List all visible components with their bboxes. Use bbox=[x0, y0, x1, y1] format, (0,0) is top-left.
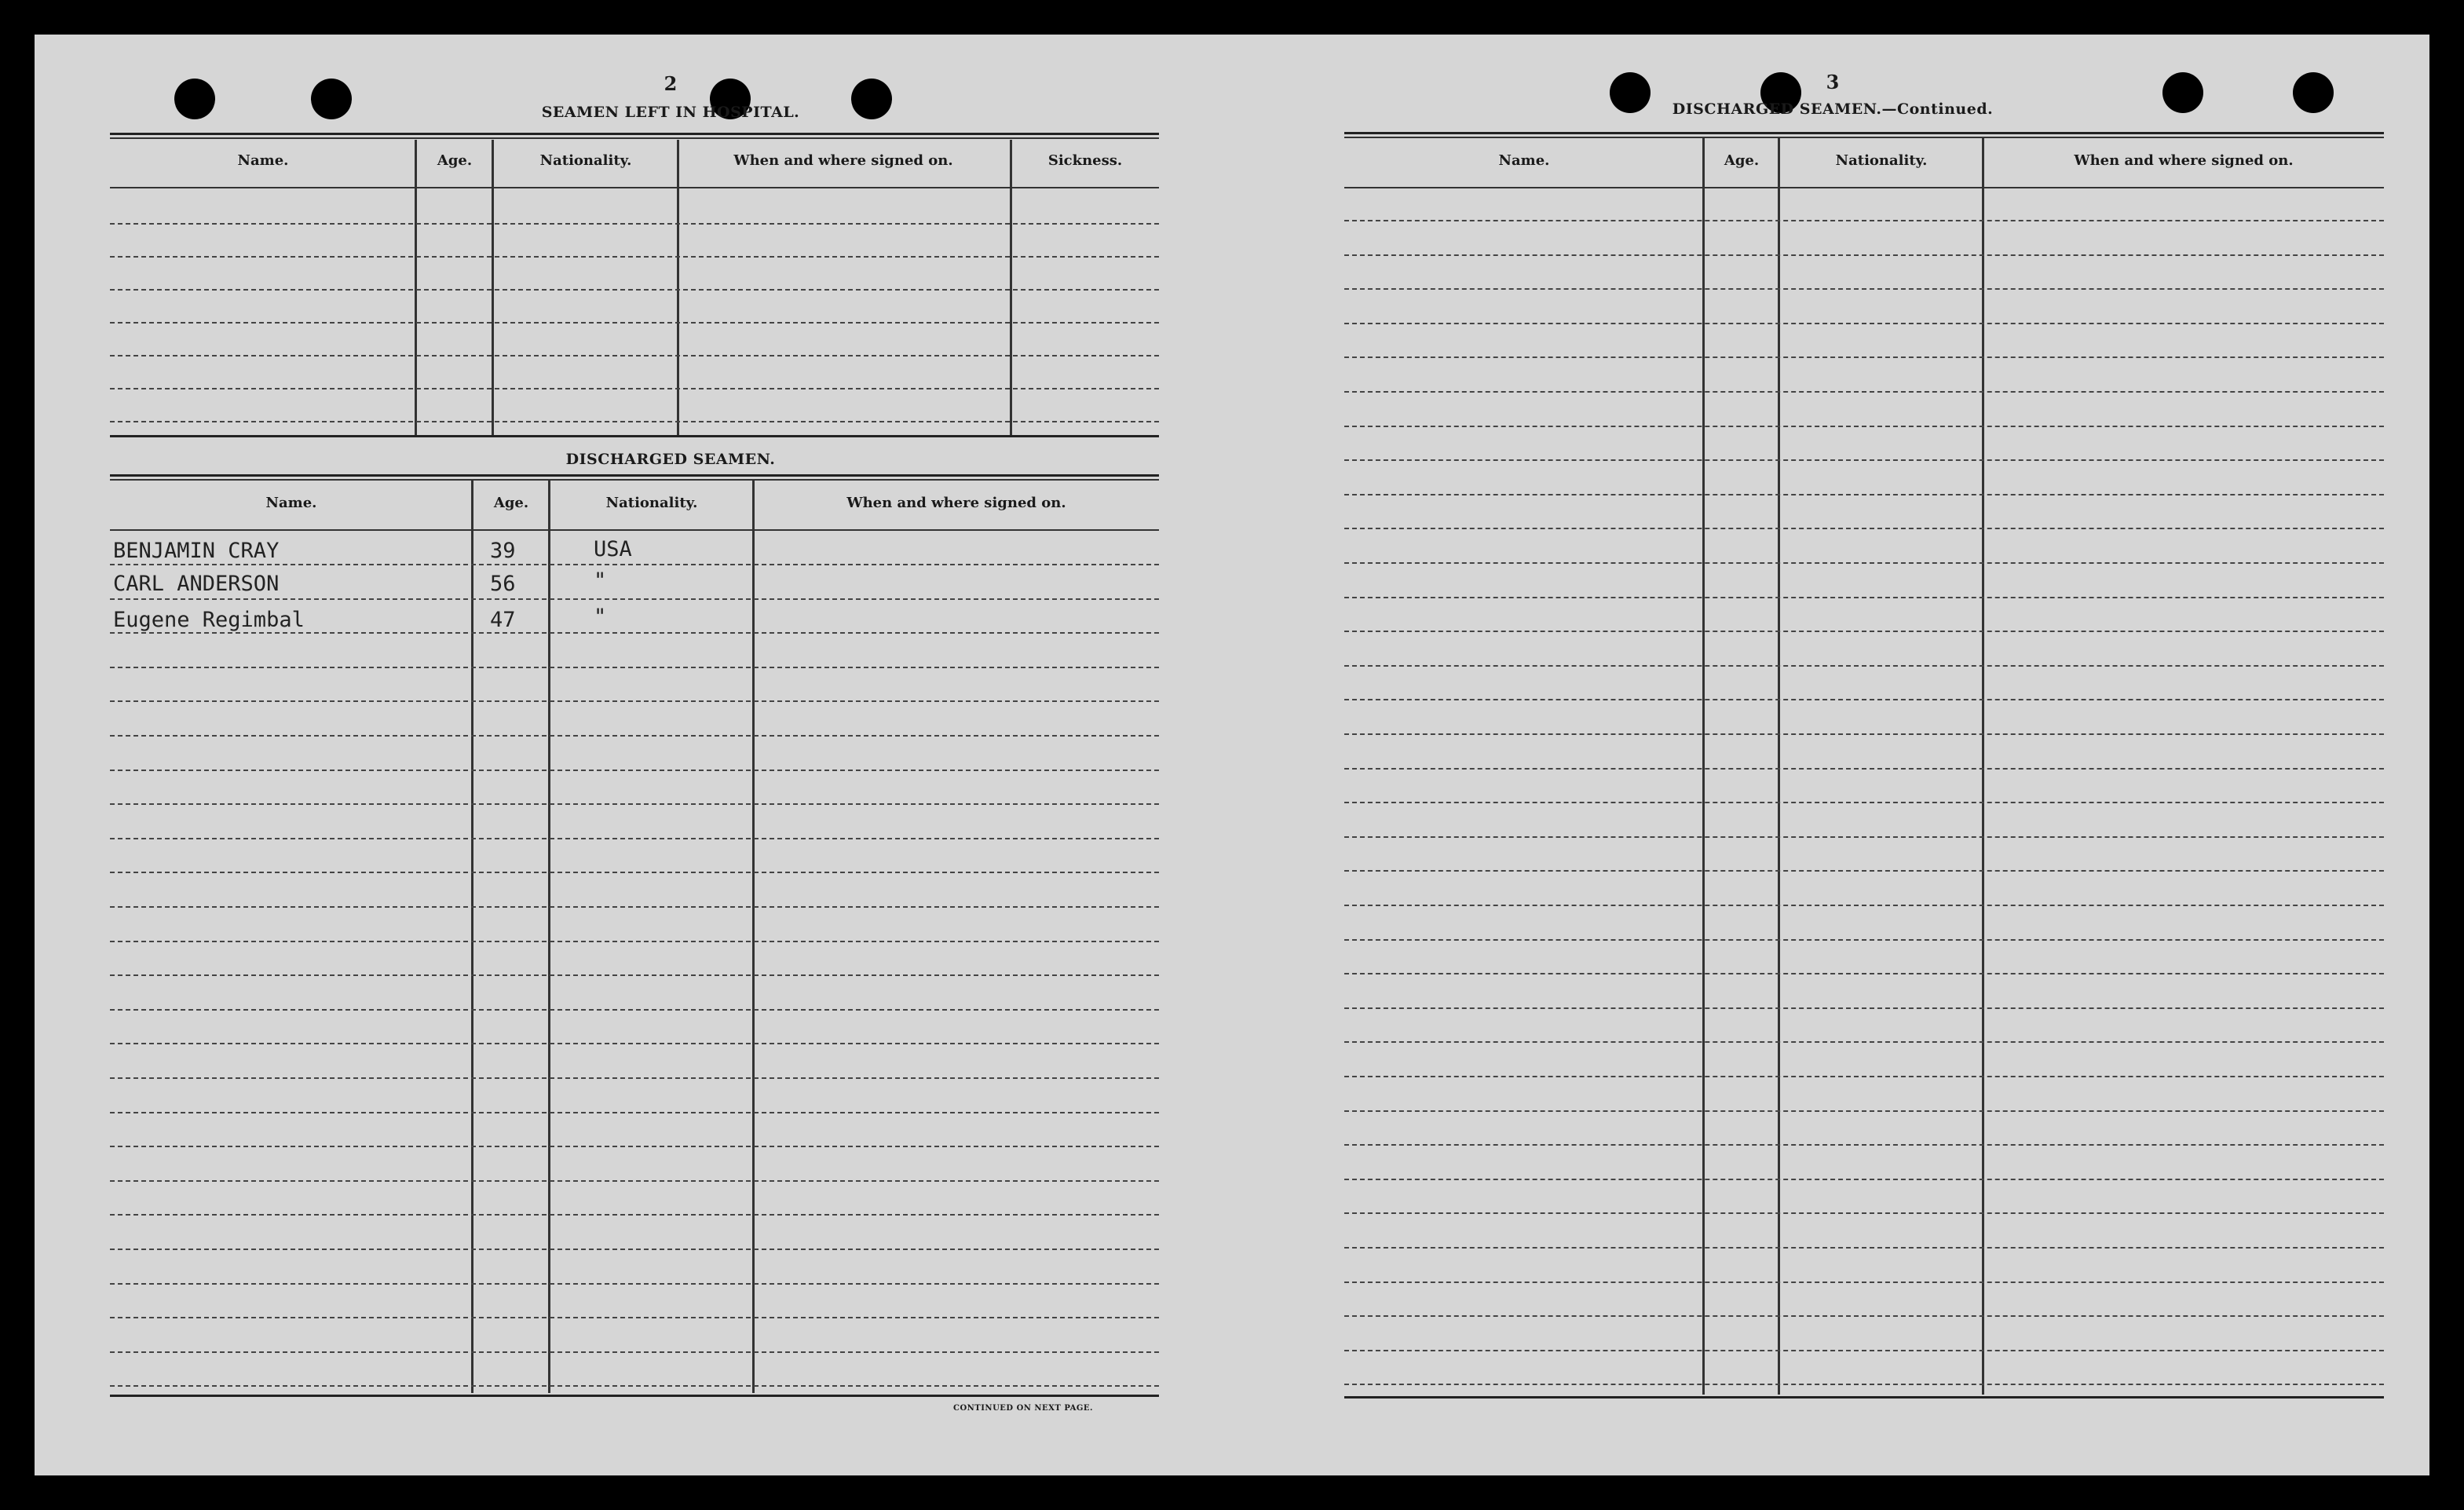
header-rule bbox=[110, 529, 1159, 531]
hospital-col-name: Name. bbox=[237, 152, 289, 169]
entry-line bbox=[110, 974, 1159, 976]
rule bbox=[110, 479, 1159, 481]
hospital-col-signed-on: When and where signed on. bbox=[733, 152, 953, 169]
rule bbox=[110, 474, 1159, 477]
discharged-continued-title: DISCHARGED SEAMEN.—Continued. bbox=[1672, 101, 1994, 118]
discharged-col-age: Age. bbox=[493, 495, 529, 511]
rule bbox=[110, 435, 1159, 437]
column-rule bbox=[415, 140, 417, 435]
rule bbox=[1344, 132, 2384, 134]
entry-line bbox=[110, 1317, 1159, 1318]
punch-hole bbox=[1610, 72, 1651, 113]
punch-hole bbox=[174, 79, 215, 119]
entry-line bbox=[110, 256, 1159, 258]
column-rule bbox=[492, 140, 494, 435]
entry-line bbox=[110, 322, 1159, 324]
right-page bbox=[1259, 35, 2429, 1475]
entry-line bbox=[110, 667, 1159, 668]
entry-line bbox=[110, 289, 1159, 291]
entry-line bbox=[110, 598, 1159, 600]
entry-line bbox=[1344, 1350, 2384, 1351]
seaman-age: 47 bbox=[490, 608, 516, 632]
entry-line bbox=[1344, 733, 2384, 735]
rule bbox=[1344, 1396, 2384, 1398]
left-page bbox=[35, 35, 1259, 1475]
entry-line bbox=[1344, 1007, 2384, 1009]
continued-col-name: Name. bbox=[1498, 152, 1550, 169]
column-rule bbox=[548, 481, 550, 1393]
entry-line bbox=[1344, 459, 2384, 461]
entry-line bbox=[110, 1249, 1159, 1250]
column-rule bbox=[1982, 138, 1984, 1395]
column-rule bbox=[677, 140, 679, 435]
entry-line bbox=[1344, 905, 2384, 906]
header-rule bbox=[1344, 187, 2384, 188]
entry-line bbox=[1344, 288, 2384, 290]
continued-col-nationality: Nationality. bbox=[1835, 152, 1928, 169]
entry-line bbox=[1344, 323, 2384, 324]
rule bbox=[110, 1395, 1159, 1397]
discharged-col-name: Name. bbox=[265, 495, 317, 511]
entry-line bbox=[1344, 1281, 2384, 1283]
entry-line bbox=[110, 223, 1159, 225]
entry-line bbox=[110, 421, 1159, 422]
entry-line bbox=[1344, 391, 2384, 393]
hospital-col-sickness: Sickness. bbox=[1047, 152, 1123, 169]
entry-line bbox=[1344, 665, 2384, 667]
entry-line bbox=[1344, 1041, 2384, 1043]
entry-line bbox=[110, 1283, 1159, 1285]
column-rule bbox=[1702, 138, 1705, 1395]
entry-line bbox=[1344, 631, 2384, 632]
entry-line bbox=[1344, 528, 2384, 529]
entry-line bbox=[1344, 1179, 2384, 1180]
entry-line bbox=[110, 1043, 1159, 1044]
entry-line bbox=[110, 803, 1159, 805]
form-sheet bbox=[35, 35, 2429, 1475]
hospital-col-age: Age. bbox=[437, 152, 473, 169]
entry-line bbox=[110, 941, 1159, 942]
page-number: 3 bbox=[1826, 71, 1840, 93]
entry-line bbox=[1344, 802, 2384, 803]
seaman-age: 39 bbox=[490, 539, 516, 563]
seaman-name: Eugene Regimbal bbox=[113, 608, 305, 632]
hospital-section-title: SEAMEN LEFT IN HOSPITAL. bbox=[541, 104, 800, 121]
discharged-section-title: DISCHARGED SEAMEN. bbox=[565, 451, 776, 468]
continued-col-signed-on: When and where signed on. bbox=[2074, 152, 2294, 169]
entry-line bbox=[1344, 768, 2384, 770]
entry-line bbox=[1344, 1076, 2384, 1077]
page-number: 2 bbox=[664, 72, 678, 95]
entry-line bbox=[110, 388, 1159, 389]
entry-line bbox=[110, 872, 1159, 873]
entry-line bbox=[110, 906, 1159, 908]
entry-line bbox=[1344, 939, 2384, 941]
entry-line bbox=[110, 770, 1159, 771]
entry-line bbox=[1344, 1247, 2384, 1249]
entry-line bbox=[1344, 562, 2384, 564]
punch-hole bbox=[2293, 72, 2334, 113]
discharged-col-signed-on: When and where signed on. bbox=[846, 495, 1066, 511]
entry-line bbox=[1344, 356, 2384, 358]
column-rule bbox=[752, 481, 755, 1393]
punch-hole bbox=[311, 79, 352, 119]
entry-line bbox=[1344, 1110, 2384, 1112]
entry-line bbox=[1344, 1315, 2384, 1317]
entry-line bbox=[1344, 1144, 2384, 1146]
entry-line bbox=[110, 1214, 1159, 1216]
entry-line bbox=[110, 355, 1159, 356]
column-rule bbox=[1010, 140, 1012, 435]
rule bbox=[1344, 137, 2384, 138]
entry-line bbox=[110, 1146, 1159, 1147]
rule bbox=[110, 137, 1159, 139]
entry-line bbox=[110, 632, 1159, 634]
entry-line bbox=[1344, 254, 2384, 256]
entry-line bbox=[110, 735, 1159, 737]
entry-line bbox=[1344, 870, 2384, 872]
entry-line bbox=[1344, 426, 2384, 427]
entry-line bbox=[110, 1112, 1159, 1113]
seaman-name: BENJAMIN CRAY bbox=[113, 539, 280, 563]
column-rule bbox=[1778, 138, 1780, 1395]
entry-line bbox=[1344, 973, 2384, 974]
continued-col-age: Age. bbox=[1724, 152, 1760, 169]
entry-line bbox=[110, 1009, 1159, 1011]
seaman-nationality: USA bbox=[594, 537, 632, 561]
entry-line bbox=[110, 700, 1159, 702]
entry-line bbox=[110, 1385, 1159, 1387]
seaman-nationality: " bbox=[594, 569, 607, 593]
entry-line bbox=[1344, 597, 2384, 598]
entry-line bbox=[1344, 1212, 2384, 1214]
entry-line bbox=[110, 564, 1159, 565]
seaman-age: 56 bbox=[490, 572, 516, 596]
continued-note: CONTINUED ON NEXT PAGE. bbox=[953, 1404, 1094, 1413]
seaman-nationality: " bbox=[594, 605, 607, 629]
entry-line bbox=[110, 1351, 1159, 1353]
column-rule bbox=[471, 481, 473, 1393]
entry-line bbox=[1344, 1384, 2384, 1385]
entry-line bbox=[110, 1180, 1159, 1182]
entry-line bbox=[1344, 699, 2384, 700]
hospital-col-nationality: Nationality. bbox=[539, 152, 632, 169]
discharged-col-nationality: Nationality. bbox=[605, 495, 698, 511]
entry-line bbox=[1344, 220, 2384, 221]
punch-hole bbox=[2162, 72, 2203, 113]
entry-line bbox=[110, 838, 1159, 839]
entry-line bbox=[110, 1077, 1159, 1079]
entry-line bbox=[1344, 836, 2384, 838]
seaman-name: CARL ANDERSON bbox=[113, 572, 280, 596]
entry-line bbox=[1344, 494, 2384, 495]
rule bbox=[110, 133, 1159, 135]
header-rule bbox=[110, 187, 1159, 188]
